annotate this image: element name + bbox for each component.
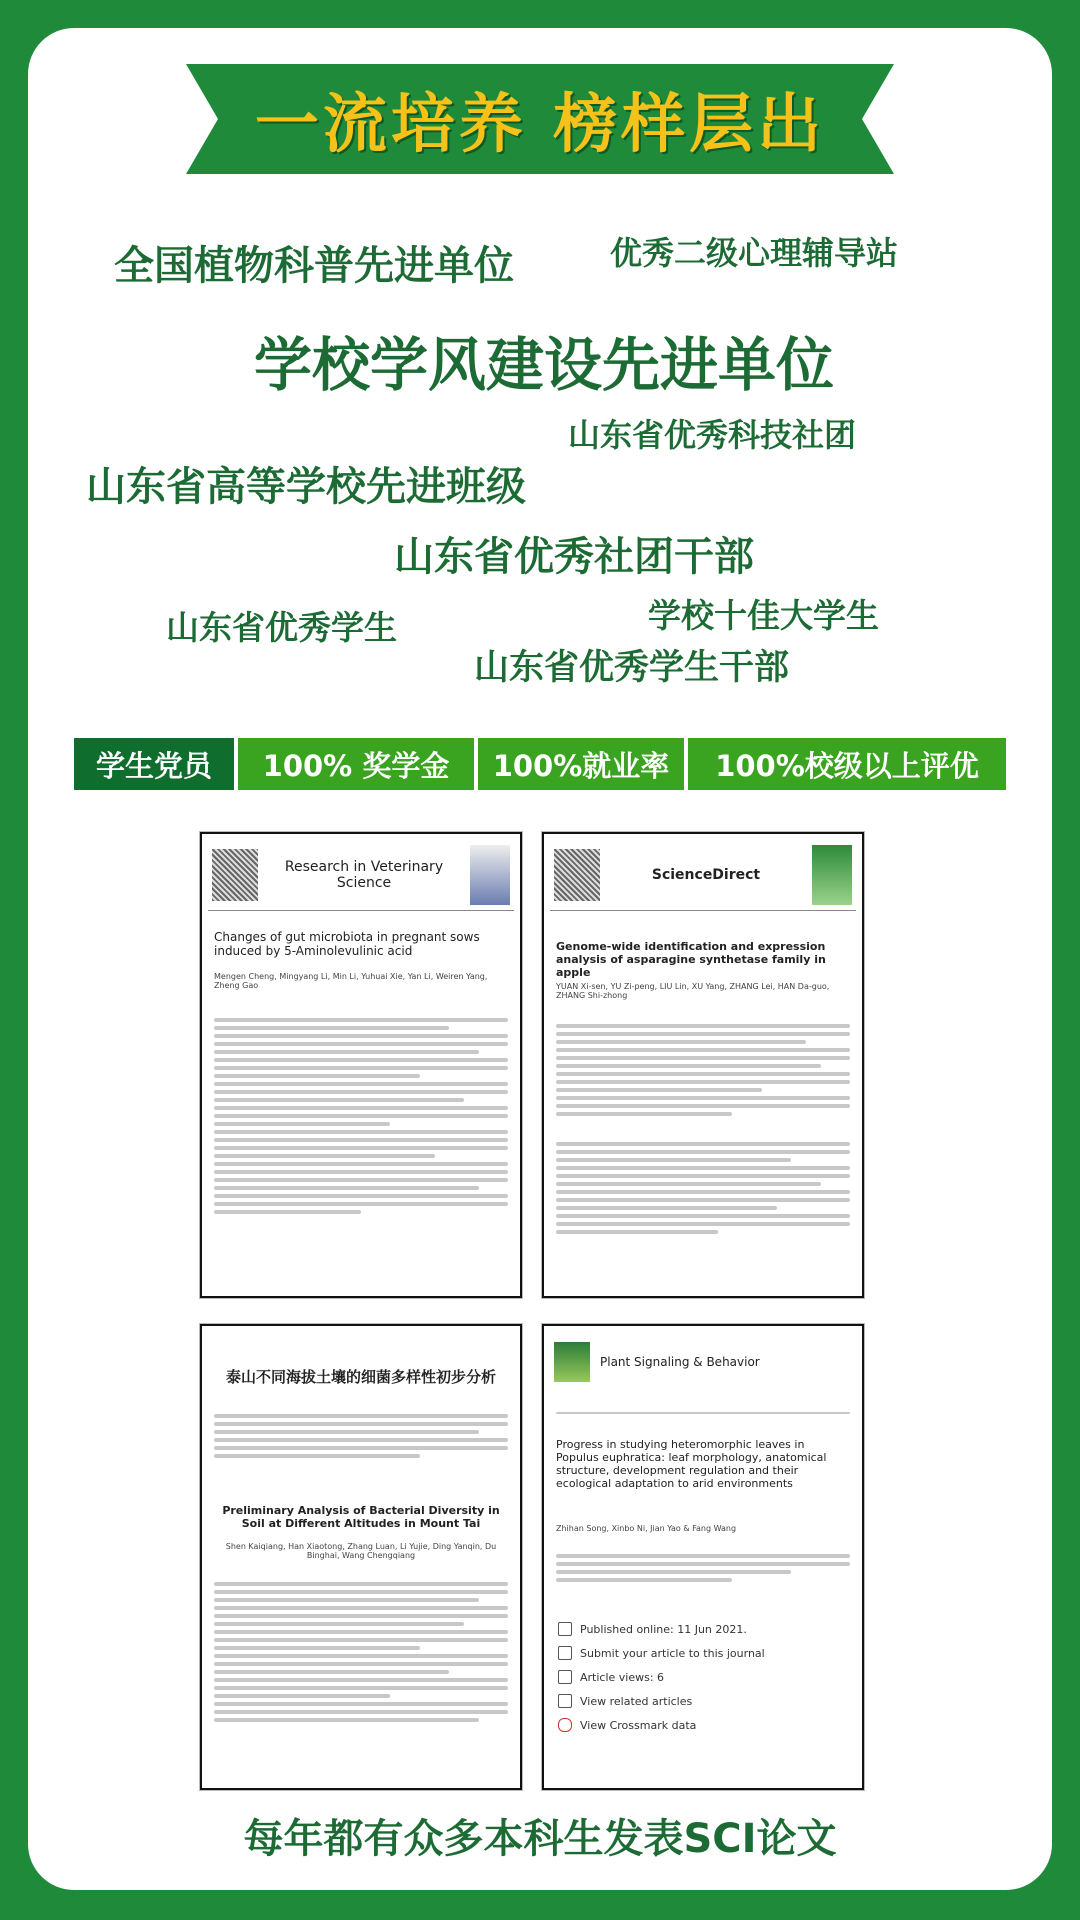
footer-caption: 每年都有众多本科生发表SCI论文 bbox=[243, 1816, 837, 1862]
paper-header bbox=[550, 840, 856, 911]
stat-scholarship: 100% 奖学金 bbox=[238, 738, 474, 790]
header-rule bbox=[556, 1408, 850, 1418]
paper-authors: Shen Kaiqiang, Han Xiaotong, Zhang Luan, Li Yujie, Ding Yanqin, Du Binghai, Wang Chengqiang bbox=[225, 1542, 497, 1560]
link-views[interactable]: Article views: 6 bbox=[558, 1670, 848, 1684]
paper-body-text bbox=[214, 1014, 508, 1218]
journal-name: Research in Veterinary Science bbox=[284, 859, 444, 891]
link-submit[interactable]: Submit your article to this journal bbox=[558, 1646, 848, 1660]
citation-text bbox=[556, 1550, 850, 1586]
journal-cover-icon bbox=[812, 845, 852, 905]
document-icon bbox=[558, 1694, 572, 1708]
honor-top-ten-student: 学校十佳大学生 bbox=[648, 596, 879, 635]
edit-icon bbox=[558, 1646, 572, 1660]
link-published[interactable]: Published online: 11 Jun 2021. bbox=[558, 1622, 848, 1636]
paper-title: Changes of gut microbiota in pregnant sows induced by 5-Aminolevulinic acid bbox=[214, 930, 480, 958]
elsevier-logo-icon bbox=[212, 849, 258, 901]
honor-excellent-student: 山东省优秀学生 bbox=[166, 608, 397, 647]
honor-psych-station: 优秀二级心理辅导站 bbox=[610, 234, 899, 272]
elsevier-logo-icon bbox=[554, 849, 600, 901]
crossmark-icon bbox=[558, 1718, 572, 1732]
poster-card bbox=[28, 28, 1052, 1890]
honor-club-cadre: 山东省优秀社团干部 bbox=[394, 534, 754, 580]
journal-cover-icon bbox=[470, 845, 510, 905]
paper-authors: Zhihan Song, Xinbo Ni, Jian Yao & Fang Wang bbox=[556, 1524, 737, 1533]
paper-card-2 bbox=[542, 832, 864, 1298]
title-banner bbox=[186, 64, 894, 174]
paper-title: Preliminary Analysis of Bacterial Diversity in Soil at Different Altitudes in Mount Tai bbox=[222, 1504, 500, 1530]
stat-honors-rate: 100%校级以上评优 bbox=[688, 738, 1006, 790]
paper-body-text bbox=[214, 1578, 508, 1726]
paper-header bbox=[550, 1332, 856, 1392]
plant-logo-icon bbox=[554, 1342, 590, 1382]
paper-authors: Mengen Cheng, Mingyang Li, Min Li, Yuhuai Xie, Yan Li, Weiren Yang, Zheng Gao bbox=[214, 972, 488, 990]
stat-party-members: 学生党员 bbox=[74, 738, 234, 790]
stat-employment: 100%就业率 bbox=[478, 738, 684, 790]
honor-school-study-style: 学校学风建设先进单位 bbox=[254, 331, 835, 399]
calendar-icon bbox=[558, 1622, 572, 1636]
paper-card-4 bbox=[542, 1324, 864, 1790]
banner-title: 一流培养 榜样层出 bbox=[254, 88, 826, 162]
paper-body-text bbox=[556, 1020, 850, 1238]
article-links bbox=[558, 1612, 848, 1742]
link-related[interactable]: View related articles bbox=[558, 1694, 848, 1708]
honor-student-cadre: 山东省优秀学生干部 bbox=[474, 648, 790, 688]
paper-card-1 bbox=[200, 832, 522, 1298]
paper-title: Genome-wide identification and expression analysis of asparagine synthetase family in apple bbox=[556, 940, 826, 979]
stats-bar bbox=[74, 738, 1006, 790]
chart-icon bbox=[558, 1670, 572, 1684]
honor-tech-club: 山东省优秀科技社团 bbox=[568, 416, 857, 454]
paper-card-3 bbox=[200, 1324, 522, 1790]
paper-cn-title: 泰山不同海拔土壤的细菌多样性初步分析 bbox=[225, 1368, 496, 1386]
paper-authors: YUAN Xi-sen, YU Zi-peng, LIU Lin, XU Yang, ZHANG Lei, HAN Da-guo, ZHANG Shi-zhong bbox=[556, 982, 830, 1000]
journal-name: Plant Signaling & Behavior bbox=[600, 1355, 760, 1369]
paper-title: Progress in studying heteromorphic leaves in Populus euphratica: leaf morphology, anatomical structure, development regulation and their ecological adaptation to arid environments bbox=[556, 1438, 827, 1490]
paper-header bbox=[208, 840, 514, 911]
link-crossmark[interactable]: View Crossmark data bbox=[558, 1718, 848, 1732]
honor-national-plant-science: 全国植物科普先进单位 bbox=[114, 243, 514, 289]
journal-name: ScienceDirect bbox=[651, 867, 761, 883]
paper-cn-abstract bbox=[214, 1410, 508, 1462]
honor-advanced-class: 山东省高等学校先进班级 bbox=[86, 464, 526, 510]
